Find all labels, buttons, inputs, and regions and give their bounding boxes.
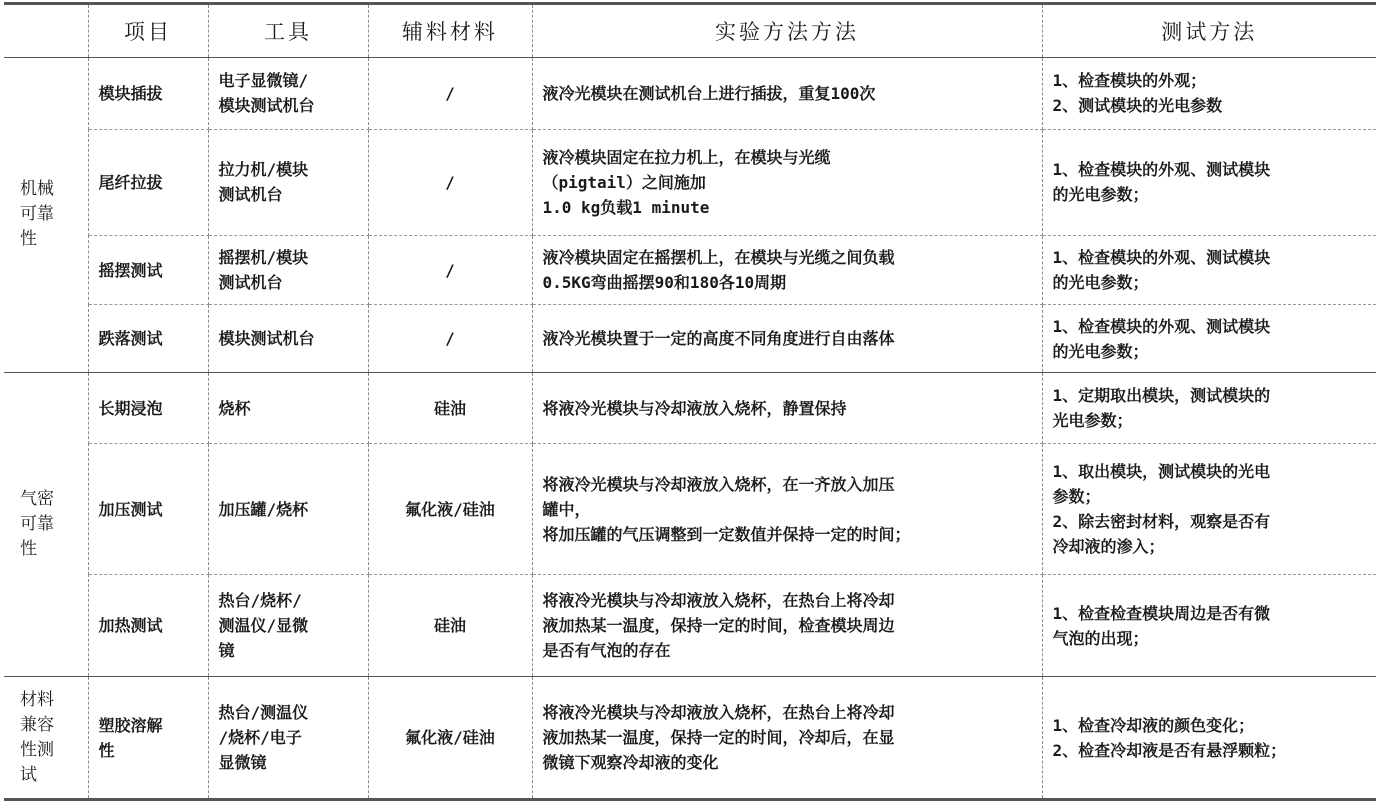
tool-cell (208, 575, 368, 677)
method-line: 液加热某一温度，保持一定的时间，冷却后，在显 (542, 728, 895, 748)
test-line: 1、取出模块，测试模块的光电 (1052, 462, 1271, 482)
table-row (4, 575, 1376, 677)
aux-line: / (445, 329, 455, 349)
test-cell (1042, 444, 1376, 575)
category-cell (4, 58, 88, 373)
aux-cell (368, 58, 532, 130)
category-line: 机械 (20, 179, 54, 200)
tool-line: 显微镜 (218, 753, 267, 773)
table-row (4, 444, 1376, 575)
item-line: 尾纤拉拔 (98, 172, 163, 192)
item-cell (88, 444, 208, 575)
header-aux: 辅料材料 (368, 4, 532, 58)
header-tool: 工具 (208, 4, 368, 58)
tool-line: 镜 (218, 641, 235, 661)
aux-line: 氟化液/硅油 (405, 728, 495, 748)
test-cell (1042, 677, 1376, 800)
test-cell (1042, 575, 1376, 677)
header-method: 实验方法方法 (532, 4, 1042, 58)
test-cell (1042, 58, 1376, 130)
item-cell (88, 372, 208, 444)
item-line: 性 (98, 740, 115, 760)
test-line: 1、检查模块的外观、测试模块 (1052, 316, 1271, 336)
test-cell (1042, 305, 1376, 372)
aux-cell (368, 575, 532, 677)
reliability-test-table (4, 2, 1376, 801)
aux-line: / (445, 83, 455, 103)
aux-cell (368, 372, 532, 444)
aux-line: 硅油 (433, 616, 466, 636)
method-line: 将液冷光模块与冷却液放入烧杯，在热台上将冷却 (542, 703, 895, 723)
tool-cell (208, 305, 368, 372)
aux-line: / (445, 172, 455, 192)
item-line: 跌落测试 (98, 329, 163, 349)
tool-cell (208, 235, 368, 304)
category-line: 可靠 (20, 514, 54, 535)
tool-line: /烧杯/电子 (218, 728, 302, 748)
item-cell (88, 129, 208, 235)
method-cell (532, 305, 1042, 372)
method-line: 1.0 kg负载1 minute (542, 197, 710, 217)
category-line: 可靠 (20, 204, 54, 225)
test-line: 1、检查模块的外观、测试模块 (1052, 160, 1271, 180)
table-row (4, 58, 1376, 130)
test-line: 2、除去密封材料，观察是否有 (1052, 512, 1271, 532)
aux-cell (368, 129, 532, 235)
tool-line: 热台/测温仪 (218, 703, 309, 723)
item-line: 塑胶溶解 (98, 715, 163, 735)
category-cell (4, 372, 88, 677)
header-category (4, 4, 88, 58)
tool-line: 模块测试机台 (218, 329, 315, 349)
test-line: 冷却液的渗入； (1052, 537, 1165, 557)
method-line: 液冷光模块置于一定的高度不同角度进行自由落体 (542, 329, 895, 349)
test-line: 1、定期取出模块，测试模块的 (1052, 386, 1271, 406)
item-cell (88, 235, 208, 304)
test-cell (1042, 372, 1376, 444)
tool-line: 拉力机/模块 (218, 160, 309, 180)
item-cell (88, 575, 208, 677)
test-cell (1042, 235, 1376, 304)
method-line: 将加压罐的气压调整到一定数值并保持一定的时间； (542, 524, 911, 544)
header-test: 测试方法 (1042, 4, 1376, 58)
method-line: 将液冷光模块与冷却液放入烧杯，静置保持 (542, 398, 847, 418)
tool-line: 烧杯 (218, 398, 251, 418)
method-line: 微镜下观察冷却液的变化 (542, 753, 719, 773)
tool-cell (208, 372, 368, 444)
test-line: 1、检查冷却液的颜色变化； (1052, 715, 1255, 735)
item-line: 加热测试 (98, 616, 163, 636)
category-line: 性测 (20, 739, 54, 760)
method-cell (532, 444, 1042, 575)
aux-cell (368, 444, 532, 575)
tool-line: 摇摆机/模块 (218, 248, 309, 268)
test-line: 1、检查检查模块周边是否有微 (1052, 603, 1271, 623)
method-line: 将液冷光模块与冷却液放入烧杯，在热台上将冷却 (542, 591, 895, 611)
test-line: 1、检查模块的外观、测试模块 (1052, 248, 1271, 268)
method-cell (532, 235, 1042, 304)
item-line: 模块插拔 (98, 83, 163, 103)
category-cell (4, 677, 88, 800)
test-line: 的光电参数； (1052, 273, 1149, 293)
category-line: 试 (20, 764, 37, 785)
tool-line: 模块测试机台 (218, 96, 315, 116)
item-cell (88, 58, 208, 130)
aux-line: / (445, 260, 455, 280)
method-line: 0.5KG弯曲摇摆90和180各10周期 (542, 273, 787, 293)
category-line: 材料 (20, 689, 54, 710)
category-line: 性 (20, 539, 37, 560)
table-row (4, 129, 1376, 235)
test-line: 的光电参数； (1052, 185, 1149, 205)
tool-cell (208, 58, 368, 130)
method-line: 液冷模块固定在摇摆机上，在模块与光缆之间负载 (542, 248, 895, 268)
table-row (4, 677, 1376, 800)
method-line: （pigtail）之间施加 (542, 172, 706, 192)
method-cell (532, 129, 1042, 235)
method-cell (532, 677, 1042, 800)
tool-line: 热台/烧杯/ (218, 591, 302, 611)
test-line: 1、检查模块的外观； (1052, 71, 1207, 91)
method-line: 是否有气泡的存在 (542, 641, 671, 661)
tool-line: 测试机台 (218, 273, 283, 293)
item-line: 长期浸泡 (98, 398, 163, 418)
tool-line: 测试机台 (218, 185, 283, 205)
aux-cell (368, 677, 532, 800)
aux-line: 氟化液/硅油 (405, 499, 495, 519)
test-line: 光电参数； (1052, 411, 1133, 431)
item-cell (88, 305, 208, 372)
table-row (4, 305, 1376, 372)
table-body (4, 58, 1376, 800)
aux-cell (368, 305, 532, 372)
method-line: 液冷光模块在测试机台上进行插拔，重复100次 (542, 83, 876, 103)
tool-line: 测温仪/显微 (218, 616, 309, 636)
item-line: 摇摆测试 (98, 260, 163, 280)
test-line: 的光电参数； (1052, 341, 1149, 361)
tool-line: 电子显微镜/ (218, 71, 309, 91)
method-cell (532, 58, 1042, 130)
method-line: 将液冷光模块与冷却液放入烧杯，在一齐放入加压 (542, 474, 895, 494)
method-line: 液加热某一温度，保持一定的时间，检查模块周边 (542, 616, 895, 636)
tool-cell (208, 129, 368, 235)
item-cell (88, 677, 208, 800)
aux-cell (368, 235, 532, 304)
tool-cell (208, 444, 368, 575)
aux-line: 硅油 (433, 398, 466, 418)
method-line: 罐中， (542, 499, 591, 519)
test-line: 气泡的出现； (1052, 628, 1149, 648)
table-row (4, 235, 1376, 304)
table-row (4, 372, 1376, 444)
test-line: 2、测试模块的光电参数 (1052, 96, 1223, 116)
method-cell (532, 575, 1042, 677)
test-line: 参数； (1052, 487, 1101, 507)
tool-cell (208, 677, 368, 800)
header-item: 项目 (88, 4, 208, 58)
tool-line: 加压罐/烧杯 (218, 499, 309, 519)
category-line: 气密 (20, 489, 54, 510)
method-cell (532, 372, 1042, 444)
category-line: 兼容 (20, 714, 54, 735)
item-line: 加压测试 (98, 499, 163, 519)
test-cell (1042, 129, 1376, 235)
header-row (4, 4, 1376, 58)
test-line: 2、检查冷却液是否有悬浮颗粒； (1052, 740, 1287, 760)
method-line: 液冷模块固定在拉力机上，在模块与光缆 (542, 147, 831, 167)
category-line: 性 (20, 229, 37, 250)
